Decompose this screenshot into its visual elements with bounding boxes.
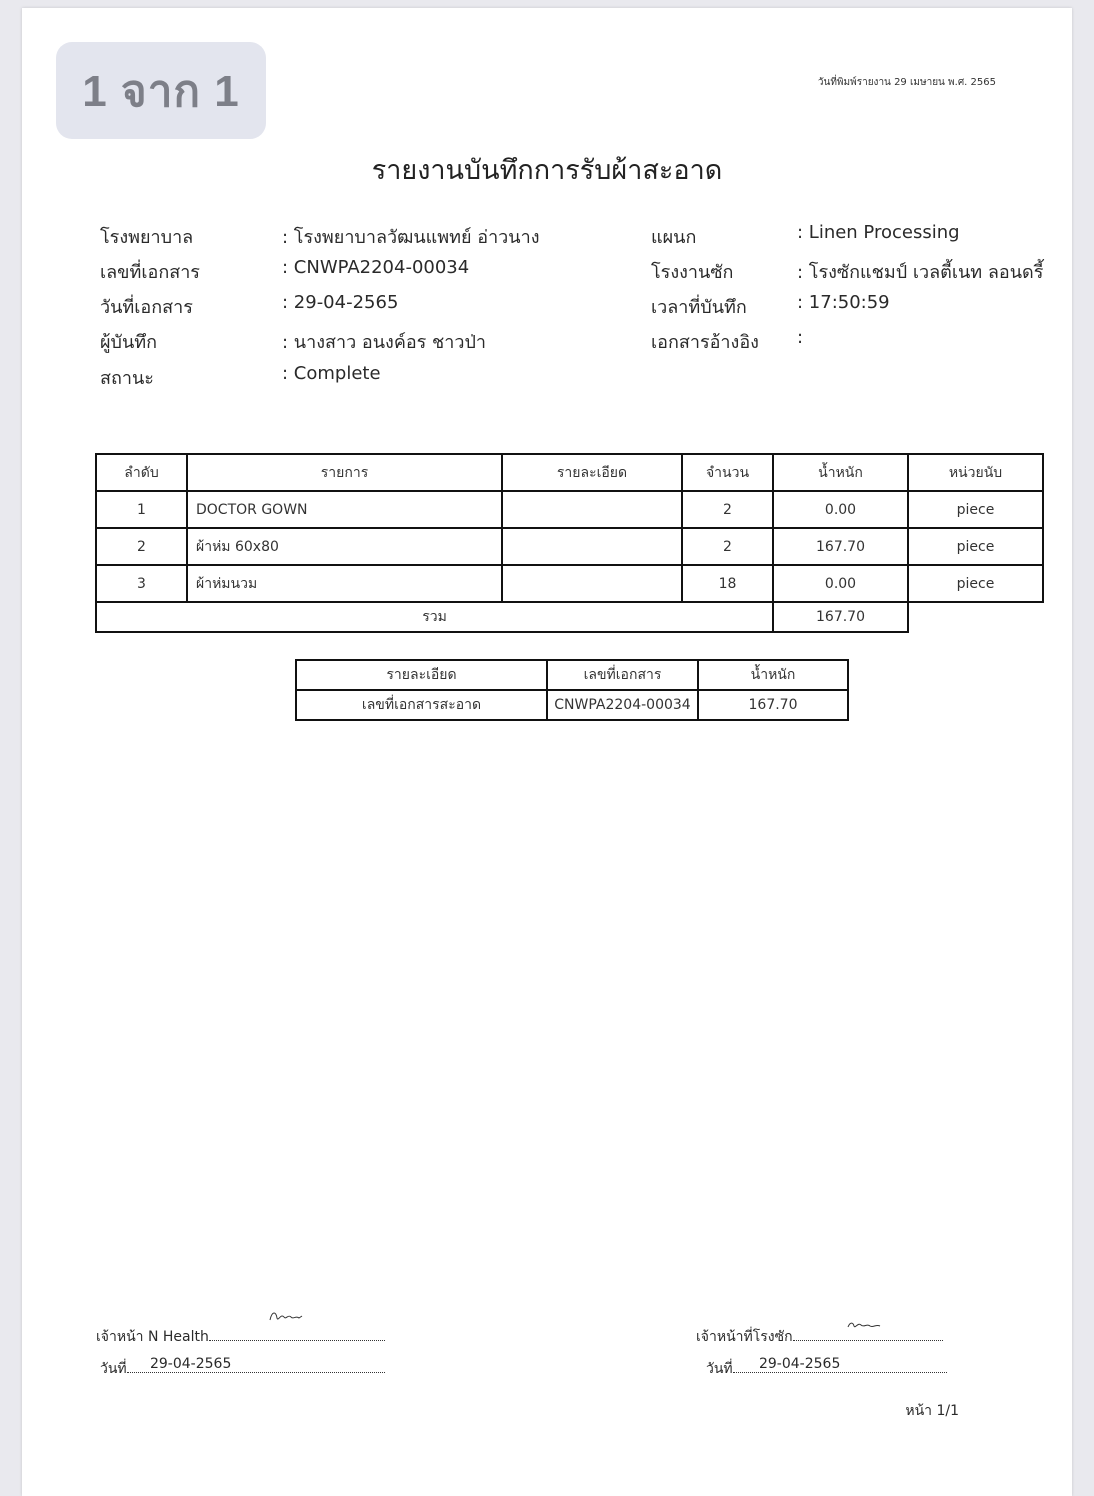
left-date-line <box>100 1358 385 1380</box>
left-signature-scribble <box>268 1308 304 1326</box>
info-label: โรงพยาบาล <box>100 227 194 248</box>
info-row-recorder <box>100 327 620 353</box>
cell-detail <box>502 528 682 565</box>
cell-detail <box>502 565 682 602</box>
documents-table <box>295 659 849 721</box>
cell-item: ผ้าห่ม 60x80 <box>187 528 502 565</box>
column-header: หน่วยนับ <box>908 454 1043 491</box>
cell-qty: 2 <box>682 528 773 565</box>
info-value: : <box>797 327 804 348</box>
cell-item: ผ้าห่มนวม <box>187 565 502 602</box>
table-row <box>296 690 848 720</box>
items-table <box>95 453 1044 633</box>
right-date-value: 29-04-2565 <box>758 1356 841 1372</box>
cell-weight: 167.70 <box>698 690 848 720</box>
info-label: วันที่เอกสาร <box>100 297 193 318</box>
right-signature-label: เจ้าหน้าที่โรงซัก <box>696 1329 793 1345</box>
info-row-record-time <box>651 292 1051 318</box>
info-row-status <box>100 363 620 389</box>
cell-unit: piece <box>908 565 1043 602</box>
cell-doc-no: CNWPA2204-00034 <box>547 690 698 720</box>
cell-no: 3 <box>96 565 187 602</box>
cell-qty: 18 <box>682 565 773 602</box>
info-row-hospital <box>100 222 620 248</box>
items-header-row <box>96 454 1043 491</box>
column-header: เลขที่เอกสาร <box>547 660 698 690</box>
info-label: เอกสารอ้างอิง <box>651 332 759 353</box>
print-date: วันที่พิมพ์รายงาน 29 เมษายน พ.ศ. 2565 <box>817 77 996 88</box>
left-signature-line <box>96 1326 385 1348</box>
info-row-doc-date <box>100 292 620 318</box>
column-header: รายละเอียด <box>502 454 682 491</box>
table-row <box>96 491 1043 528</box>
left-date-value: 29-04-2565 <box>149 1356 232 1372</box>
cell-qty: 2 <box>682 491 773 528</box>
column-header: รายการ <box>187 454 502 491</box>
page-number: หน้า 1/1 <box>905 1403 959 1419</box>
info-label: เลขที่เอกสาร <box>100 262 200 283</box>
info-label: โรงงานซัก <box>651 262 734 283</box>
info-value: : CNWPA2204-00034 <box>282 257 470 278</box>
info-left <box>100 222 620 402</box>
info-right <box>651 222 1051 372</box>
cell-item: DOCTOR GOWN <box>187 491 502 528</box>
info-label: ผู้บันทึก <box>100 332 158 353</box>
column-header: จำนวน <box>682 454 773 491</box>
column-header: ลำดับ <box>96 454 187 491</box>
column-header: รายละเอียด <box>296 660 547 690</box>
info-row-laundry <box>651 257 1051 283</box>
cell-no: 2 <box>96 528 187 565</box>
info-value: : Complete <box>282 363 381 384</box>
date-dots <box>127 1356 385 1373</box>
info-row-department <box>651 222 1051 248</box>
info-value: : 17:50:59 <box>797 292 890 313</box>
cell-unit: piece <box>908 491 1043 528</box>
cell-unit: piece <box>908 528 1043 565</box>
info-value: : Linen Processing <box>797 222 960 243</box>
total-label: รวม <box>96 602 773 632</box>
left-date-label: วันที่ <box>100 1361 127 1377</box>
info-value: : นางสาว อนงค์อร ชาวป่า <box>282 332 487 353</box>
table-row <box>96 565 1043 602</box>
report-title: รายงานบันทึกการรับผ้าสะอาด <box>371 155 723 186</box>
cell-weight: 0.00 <box>773 491 908 528</box>
info-label: แผนก <box>651 227 697 248</box>
info-value: : โรงซักแชมป์ เวลตี้เนท ลอนดรี้ <box>797 262 1044 283</box>
docs-header-row <box>296 660 848 690</box>
cell-detail <box>502 491 682 528</box>
table-row <box>96 528 1043 565</box>
total-weight: 167.70 <box>773 602 908 632</box>
cell-no: 1 <box>96 491 187 528</box>
right-signature-line <box>696 1326 943 1348</box>
right-date-label: วันที่ <box>706 1361 733 1377</box>
cell-detail: เลขที่เอกสารสะอาด <box>296 690 547 720</box>
page-indicator-text: 1 จาก 1 <box>82 66 240 116</box>
right-date-line <box>706 1358 947 1380</box>
info-label: เวลาที่บันทึก <box>651 297 747 318</box>
info-label: สถานะ <box>100 368 154 389</box>
left-signature-label: เจ้าหน้า N Health <box>96 1329 209 1345</box>
info-row-reference <box>651 327 1051 353</box>
info-value: : 29-04-2565 <box>282 292 399 313</box>
empty-cell <box>908 602 1043 632</box>
column-header: น้ำหนัก <box>698 660 848 690</box>
cell-weight: 167.70 <box>773 528 908 565</box>
page-indicator-badge <box>56 42 266 139</box>
date-dots <box>733 1356 947 1373</box>
cell-weight: 0.00 <box>773 565 908 602</box>
signature-dots <box>793 1327 943 1341</box>
column-header: น้ำหนัก <box>773 454 908 491</box>
signature-dots <box>209 1327 385 1341</box>
info-value: : โรงพยาบาลวัฒนแพทย์ อ่าวนาง <box>282 227 540 248</box>
total-row <box>96 602 1043 632</box>
info-row-doc-no <box>100 257 620 283</box>
